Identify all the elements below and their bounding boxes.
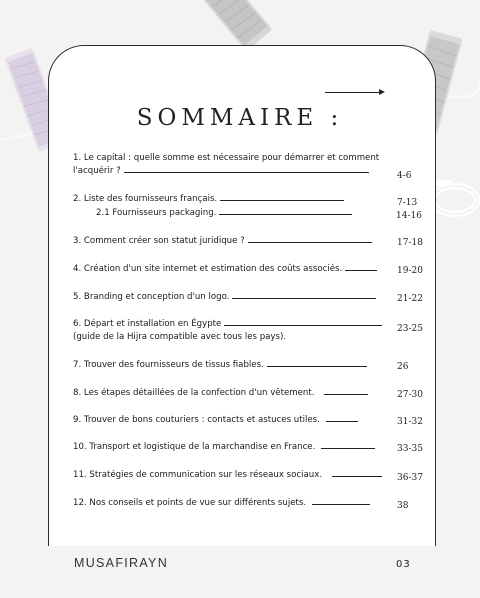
toc-entry-text: 5. Branding et conception d'un logo.	[73, 292, 230, 302]
dotted-leader-line	[332, 476, 382, 477]
toc-entry-text: 4. Création d'un site internet et estimation des coûts associés.	[73, 264, 343, 274]
toc-page-number: 21-22	[397, 294, 423, 304]
toc-entry-text: 12. Nos conseils et points de vue sur différents sujets.	[73, 498, 307, 508]
toc-page-number: 31-32	[397, 417, 423, 427]
toc-entry-text: 7. Trouver des fournisseurs de tissus fiables.	[73, 360, 264, 370]
toc-entry-9	[73, 414, 428, 427]
grey-thread-spool-icon	[195, 0, 272, 51]
toc-entry-text: l'acquérir ?	[73, 165, 121, 176]
dotted-leader-line	[326, 421, 358, 422]
toc-entry-text: (guide de la Hijra compatible avec tous les pays).	[73, 331, 287, 342]
toc-entry-8	[73, 387, 428, 400]
dotted-leader-line	[220, 200, 344, 201]
dotted-leader-line	[267, 366, 367, 367]
toc-entry-text: 3. Comment créer son statut juridique ?	[73, 236, 245, 246]
dotted-leader-line	[321, 448, 375, 449]
toc-page-number: 19-20	[397, 266, 423, 276]
toc-entry-text: 2. Liste des fournisseurs français.	[73, 194, 218, 204]
toc-page-number: 27-30	[397, 390, 423, 400]
decorative-arrow-line	[325, 92, 383, 93]
toc-page-number: 36-37	[397, 473, 423, 483]
toc-page-number: 14-16	[396, 211, 422, 221]
toc-page-number: 26	[397, 362, 409, 372]
toc-page-number: 38	[397, 501, 409, 511]
dotted-leader-line	[124, 172, 369, 173]
toc-entry-12	[73, 497, 428, 510]
toc-entry-3	[73, 235, 428, 248]
toc-entry-10	[73, 441, 428, 454]
toc-entry-4	[73, 263, 428, 276]
toc-entry-text: 6. Départ et installation en Égypte	[73, 319, 222, 329]
dotted-leader-line	[248, 242, 372, 243]
toc-page-number: 4-6	[397, 171, 412, 181]
dotted-leader-line	[312, 504, 370, 505]
toc-page-number: 17-18	[397, 238, 423, 248]
toc-page-number: 7-13	[397, 198, 418, 208]
dotted-leader-line	[219, 214, 352, 215]
toc-entry-text: 1. Le capital : quelle somme est nécessaire pour démarrer et comment	[73, 153, 380, 163]
toc-entry-11	[73, 469, 428, 482]
dotted-leader-line	[224, 325, 382, 326]
toc-entry-6	[73, 318, 428, 343]
toc-entry-text: 2.1 Fournisseurs packaging.	[96, 208, 217, 218]
toc-page-number: 33-35	[397, 444, 423, 454]
toc-entry-2	[73, 193, 428, 206]
dotted-leader-line	[324, 394, 368, 395]
toc-entry-1	[73, 152, 428, 177]
toc-entry-text: 10. Transport et logistique de la marchandise en France.	[73, 442, 316, 452]
toc-entry-7	[73, 359, 428, 372]
arrow-right-icon	[379, 89, 385, 95]
toc-entry-text: 11. Stratégies de communication sur les réseaux sociaux.	[73, 470, 323, 480]
brand-name: MUSAFIRAYN	[74, 556, 169, 570]
page-title: SOMMAIRE :	[136, 105, 344, 131]
dotted-leader-line	[232, 298, 376, 299]
toc-page-number: 23-25	[397, 324, 423, 334]
dotted-leader-line	[345, 270, 377, 271]
toc-entry-text: 9. Trouver de bons couturiers : contacts et astuces utiles.	[73, 415, 320, 425]
page-number: 03	[396, 559, 411, 570]
toc-entry-text: 8. Les étapes détaillées de la confection d'un vêtement.	[73, 388, 315, 398]
toc-entry-5	[73, 291, 428, 304]
